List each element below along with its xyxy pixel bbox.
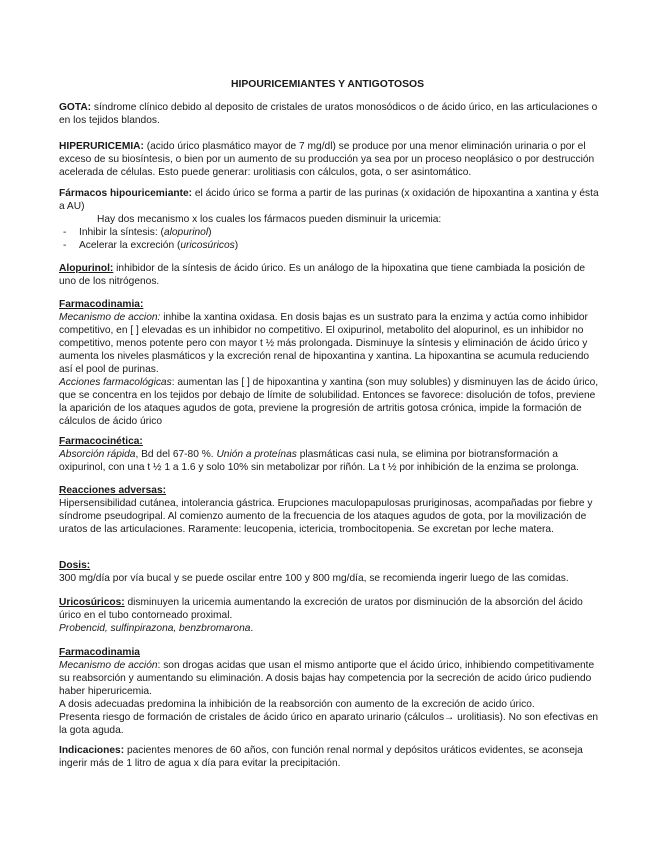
farmacos-mechanisms-line: Hay dos mecanismo x los cuales los fármacos pueden disminuir la uricemia: (97, 214, 442, 225)
acciones-paragraph: Acciones farmacológicas: aumentan las [ ] de hipoxantina y xantina (son muy solubles) y disminuyen las de ácido úrico, que se concentra en los tejidos por debajo de límite de solubilidad. Entonces se favorece: disolución de tofos, previene la aparición de los ataques agudos de gota, previene la progresión de artritis gotosa crónica, impide la formación de cálculos de ácido úrico (59, 377, 599, 427)
document-title: HIPOURICEMIANTES Y ANTIGOTOSOS (230, 79, 425, 90)
dosis-section (59, 559, 604, 585)
farmacocinetica-paragraph: Absorción rápida, Bd del 67-80 %. Unión a proteínas plasmáticas casi nula, se elimina por biotransformación a oxipurinol, con una t ½ 1 a 1.6 y solo 10% sin metabolizar por riñón. La t ½ por inhibición de la enzima se prolonga. (59, 449, 579, 473)
alopurinol-label: Alopurinol: (59, 263, 114, 274)
hiperuricemia-paragraph (59, 140, 604, 179)
hiperuricemia-text: (acido úrico plasmático mayor de 7 mg/dl) se produce por una menor eliminación urinaria o por el exceso de su biosíntesis, o bien por un aumento de su producción ya sea por un proceso neoplásico o por destrucción acelerada de células. Esto puede generar: urolitiasis con cálculos, gota, o ser asintomático. (59, 141, 595, 178)
uricosuricos-section (59, 596, 604, 635)
hiperuricemia-label: HIPERURICEMIA: (59, 141, 144, 152)
dosis-heading: Dosis: (59, 560, 91, 571)
list-dash: - (63, 227, 67, 238)
farmacodinamia2-section (59, 646, 604, 737)
gota-text: síndrome clínico debido al deposito de cristales de uratos monosódicos o de ácido úrico, en las articulaciones o en los tejidos blandos. (59, 102, 598, 126)
list-item (59, 226, 604, 239)
alopurinol-paragraph (59, 262, 604, 288)
list-item-text: Acelerar la excreción (uricosúricos) (79, 240, 239, 251)
alopurinol-text: inhibidor de la síntesis de ácido úrico. Es un análogo de la hipoxatina que tiene cambiada la posición de uno de los nitrógenos. (59, 263, 586, 287)
farmacodinamia2-heading: Farmacodinamia (59, 647, 140, 658)
gota-paragraph (59, 101, 604, 127)
farmacocinetica-heading: Farmacocinética: (59, 436, 143, 447)
riesgo-line: Presenta riesgo de formación de cristales de ácido úrico en aparato urinario (cálculos→ urolitiasis). No son efectivas en la gota aguda. (59, 712, 599, 736)
farmacodinamia-heading: Farmacodinamia: (59, 299, 144, 310)
uricosuricos-paragraph: Uricosúricos: disminuyen la uricemia aumentando la excreción de uratos por disminución de la absorción del ácido úrico en el tubo contorneado proximal. (59, 597, 583, 621)
uricosuricos-drugs: Probencid, sulfinpirazona, benzbromarona. (59, 623, 254, 634)
farmacos-text: el ácido úrico se forma a partir de las purinas (x oxidación de hipoxantina a xantina y ésta a AU) (59, 188, 599, 212)
list-item (59, 239, 604, 252)
dosis-adecuadas-line: A dosis adecuadas predomina la inhibición de la reabsorción con aumento de la excreción de acido úrico. (59, 699, 535, 710)
list-item-text: Inhibir la síntesis: (alopurinol) (79, 227, 212, 238)
reacciones-heading: Reacciones adversas: (59, 485, 167, 496)
list-dash: - (63, 240, 67, 251)
mecanismo2-paragraph: Mecanismo de acción: son drogas acidas que usan el mismo antiporte que el ácido úrico, inhibiendo competitivamente su reabsorción y aumentando su eliminación. A dosis bajas hay competencia por la secreción de acido úrico pudiendo haber hiperuricemia. (59, 660, 595, 697)
indicaciones-paragraph: Indicaciones: pacientes menores de 60 años, con función renal normal y depósitos uráticos evidentes, se aconseja ingerir más de 1 litro de agua x día para evitar la precipitación. (59, 745, 583, 769)
farmacos-section (59, 187, 604, 252)
farmacodinamia-section (59, 298, 604, 428)
farmacos-label: Fármacos hipouricemiante: (59, 188, 193, 199)
reacciones-paragraph: Hipersensibilidad cutánea, intolerancia gástrica. Erupciones maculopapulosas pruriginosas, acompañadas por fiebre y síndrome pseudogripal. Al comienzo aumento de la frecuencia de los ataques agudos de gota, por la movilización de uratos de las articulaciones. Raramente: leucopenia, ictericia, trombocitopenia. Se excretan por leche matera. (59, 498, 593, 535)
reacciones-section (59, 484, 604, 536)
dosis-paragraph: 300 mg/día por vía bucal y se puede oscilar entre 100 y 800 mg/día, se recomienda ingerir luego de las comidas. (59, 573, 569, 584)
mecanismo-paragraph: Mecanismo de accion: inhibe la xantina oxidasa. En dosis bajas es un sustrato para la enzima y actúa como inhibidor competitivo, en [ ] elevadas es un inhibidor no competitivo. El oxipurinol, metabolito del alopurinol, es un inhibidor no competitivo, menos potente pero con mayor t ½ más prolongada. Disminuye la síntesis y eliminación de ácido úrico y aumenta los niveles plasmáticos y la excreción renal de hipoxantina y xantina. La hipoxantina se acumula reduciendo así el pool de purinas. (59, 312, 590, 375)
farmacocinetica-section (59, 435, 604, 474)
gota-label: GOTA: (59, 102, 92, 113)
farmacos-paragraph (59, 187, 604, 213)
